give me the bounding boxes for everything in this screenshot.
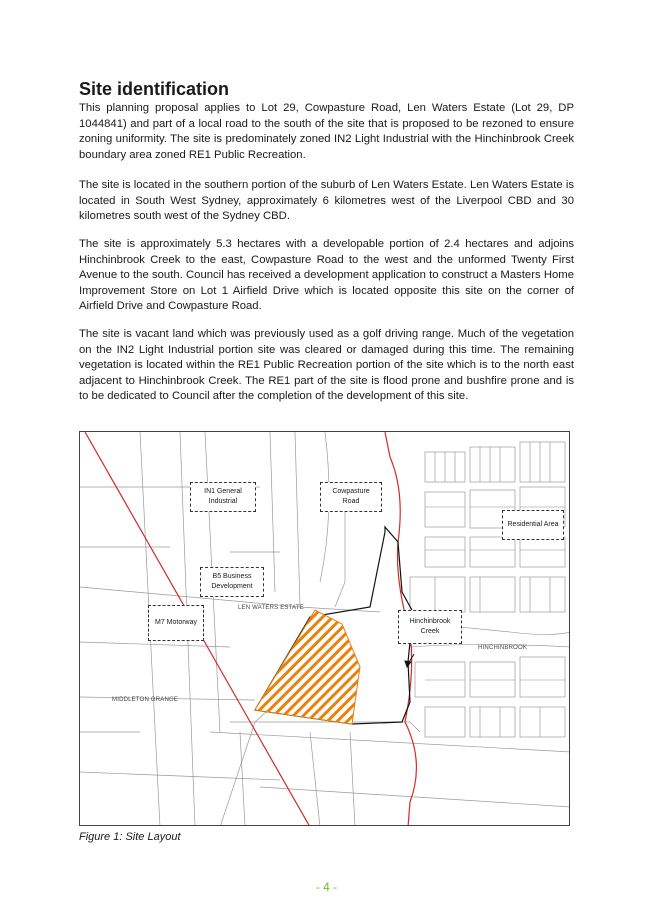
place-len-waters-estate: LEN WATERS ESTATE — [238, 605, 304, 611]
page-number: - 4 - — [315, 880, 338, 894]
paragraph-site-location: The site is located in the southern portion of the suburb of Len Waters Estate. Len Waters Estate is located in South West Sydney, approximately 6 kilometres west of the Liverpool CBD and 30 kilometres south west of the Sydney CBD. — [79, 179, 574, 223]
figure-caption: Figure 1: Site Layout — [79, 831, 181, 843]
place-middleton-grange: MIDDLETON GRANGE — [112, 697, 179, 703]
label-m7-motorway: M7 Motorway — [148, 605, 204, 641]
site-layout-map — [79, 431, 570, 826]
paragraph-site-vegetation: The site is vacant land which was previously used as a golf driving range. Much of the vegetation on the IN2 Light Industrial portion site was cleared or damaged during this time. The remaining vegetation is located within the RE1 Public Recreation portion of the site which is to the north east adjacent to Hinchinbrook Creek. The RE1 part of the site is flood prone and bushfire prone and is to be dedicated to Council after the completion of the development of this site. — [79, 328, 574, 403]
developable-area-hatch — [255, 610, 360, 724]
label-business-development: B5 Business Development — [200, 567, 264, 597]
paragraph-site-size: The site is approximately 5.3 hectares with a developable portion of 2.4 hectares and adjoins Hinchinbrook Creek to the east, Cowpasture Road to the west and the unformed Twenty First Avenue to the south. Council has received a development application to construct a Masters Home Improvement Store on Lot 1 Airfield Drive which is located opposite this site on the corner of Airfield Drive and Cowpasture Road. — [79, 238, 574, 313]
label-hinchinbrook-creek: Hinchinbrook Creek — [398, 610, 462, 644]
section-heading: Site identification — [79, 79, 230, 99]
paragraph-site-applies: This planning proposal applies to Lot 29, Cowpasture Road, Len Waters Estate (Lot 29, DP 1044841) and part of a local road to the south of the site that is proposed to be rezoned to ensure zoning uniformity. The site is predominately zoned IN2 Light Industrial with the Hinchinbrook Creek boundary area zoned RE1 Public Recreation. — [79, 102, 574, 161]
residential-grid — [410, 442, 570, 737]
label-residential-area: Residential Area — [502, 510, 564, 540]
label-cowpasture-road: Cowpasture Road — [320, 482, 382, 512]
place-hinchinbrook: HINCHINBROOK — [478, 645, 528, 651]
label-general-industrial: IN1 General Industrial — [190, 482, 256, 512]
